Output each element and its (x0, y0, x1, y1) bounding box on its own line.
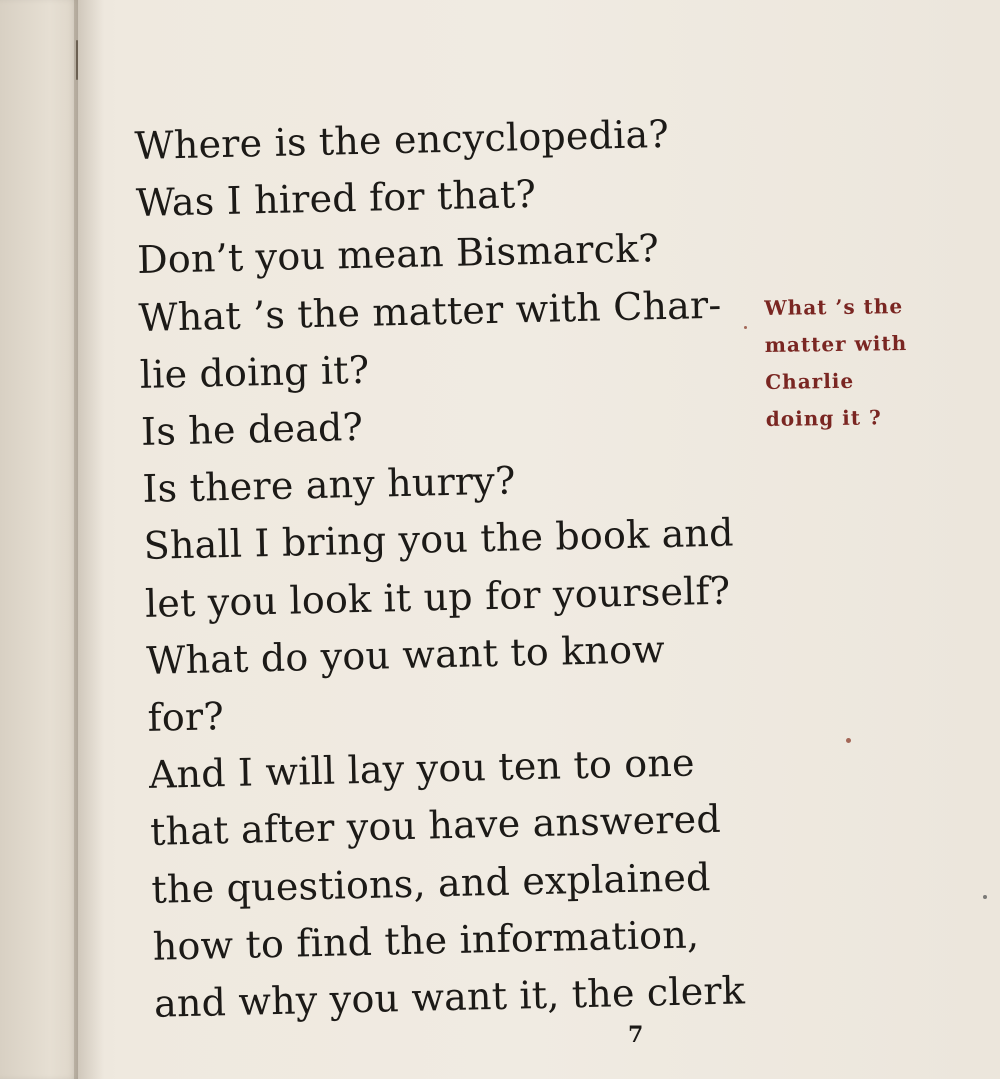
gutter-mark (76, 40, 78, 80)
body-line: Is he dead? (140, 404, 364, 454)
marginal-line: matter with (764, 331, 908, 357)
paper-speck (983, 895, 987, 899)
book-page (80, 0, 1000, 1079)
body-line: the questions, and explained (151, 854, 712, 912)
paper-speck (846, 738, 851, 743)
body-line: What ’s the matter with Char- (138, 282, 722, 340)
body-line: and why you want it, the clerk (153, 968, 746, 1026)
marginal-line: What ’s the (764, 294, 904, 320)
body-line: lie doing it? (139, 347, 370, 397)
body-line: for? (147, 694, 225, 740)
marginal-line: doing it ? (765, 405, 882, 431)
paper-speck (744, 326, 747, 329)
body-line: that after you have answered (149, 797, 722, 855)
body-line: Don’t you mean Bismarck? (136, 226, 660, 283)
body-line: Was I hired for that? (135, 172, 537, 226)
left-page-edge (0, 0, 78, 1079)
body-line: What do you want to know (145, 626, 666, 683)
body-line: Is there any hurry? (141, 458, 516, 512)
poem-body (134, 104, 775, 1033)
body-line: Shall I bring you the book and (143, 510, 735, 569)
body-line: let you look it up for yourself? (144, 568, 731, 626)
body-line: And I will lay you ten to one (148, 740, 696, 798)
page-number: 7 (628, 1022, 644, 1048)
body-line: Where is the encyclopedia? (134, 111, 670, 168)
body-line: how to find the information, (152, 912, 700, 969)
marginal-line: Charlie (765, 368, 855, 394)
marginal-note (764, 288, 936, 438)
